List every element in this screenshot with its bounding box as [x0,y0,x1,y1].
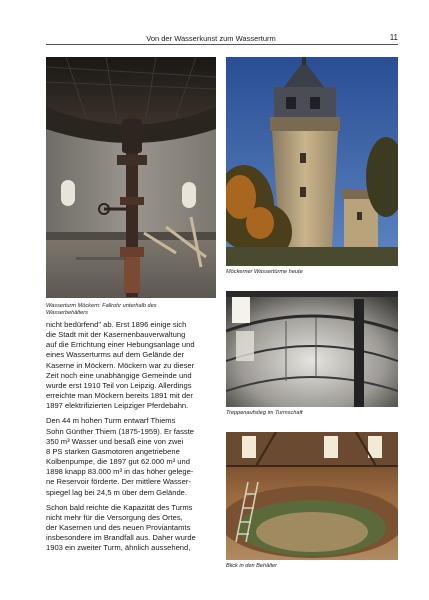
text-line: 1903 ein zweiter Turm, ähnlich aussehend, [46,543,191,553]
text-line: Schon bald reichte die Kapazität des Turms [46,502,193,512]
photo-stairs [226,291,398,407]
caption-stairs: Treppenaufstieg im Turmschaft [226,410,303,416]
caption-standpipe-line-1: Wasserturm Möckern: Fallrohr unterhalb des [46,303,157,309]
text-line: nicht bedürfend" ab. Erst 1896 einige sich [46,320,187,329]
text-line: Kaserne in Möckern. Möckern war zu dieser [46,360,195,370]
text-line: 8 PS starken Gasmotoren angetriebene [46,446,180,456]
caption-tank: Blick in den Behälter [226,563,277,569]
photo-water-towers [226,57,398,266]
caption-standpipe-line-2: Wasserbehälters [46,310,88,316]
text-line: wurde erst 1910 Teil von Leipzig. Allerdings [46,380,192,390]
text-line: insbesondere im Brandfall aus. Daher wurde [46,533,196,543]
paragraph-3 [46,503,216,554]
caption-water-towers: Möckerner Wassertürme heute [226,269,303,275]
photo-tank [226,432,398,560]
text-line: nicht mehr für die Versorgung des Ortes, [46,512,183,522]
text-line: die Stadt mit der Kasernenbauverwaltung [46,330,186,340]
text-line: Sohn Günther Thiem (1875-1959). Er fasste [46,426,195,436]
text-line: erreichte man Möckern bereits 1891 mit der [46,391,193,401]
running-header-title: Von der Wasserkunst zum Wasserturm [146,34,276,43]
text-line: 350 m³ Wasser und besaß eine von zwei [46,436,184,446]
text-line: Kolbenpumpe, die 1897 gut 62.000 m³ und [46,457,190,467]
text-line: der Kasernen und des neuen Proviantamts [46,522,191,532]
body-text [46,320,216,558]
caption-standpipe [46,303,216,317]
text-line: 1898 knapp 83.000 m³ in das höher gelege- [46,467,194,477]
text-line: eines Wasserturms auf dem Gelände der [46,350,185,360]
text-line: 1897 elektrifizierten Leipziger Pferdebahn. [46,401,189,411]
page-number: 11 [389,33,398,42]
paragraph-2 [46,416,216,497]
text-line: auf die Errichtung einer Hebungsanlage und [46,340,195,350]
header-rule [46,44,398,45]
text-line: Zeit noch eine unabhängige Gemeinde und [46,370,192,380]
text-line: Den 44 m hohen Turm entwarf Thiems [46,416,176,426]
text-line: ne Reservoir förderte. Der mittlere Wasser- [46,477,191,487]
photo-standpipe [46,57,216,298]
text-line: spiegel lag bei 24,5 m über dem Gelände. [46,487,187,497]
paragraph-1 [46,320,216,411]
